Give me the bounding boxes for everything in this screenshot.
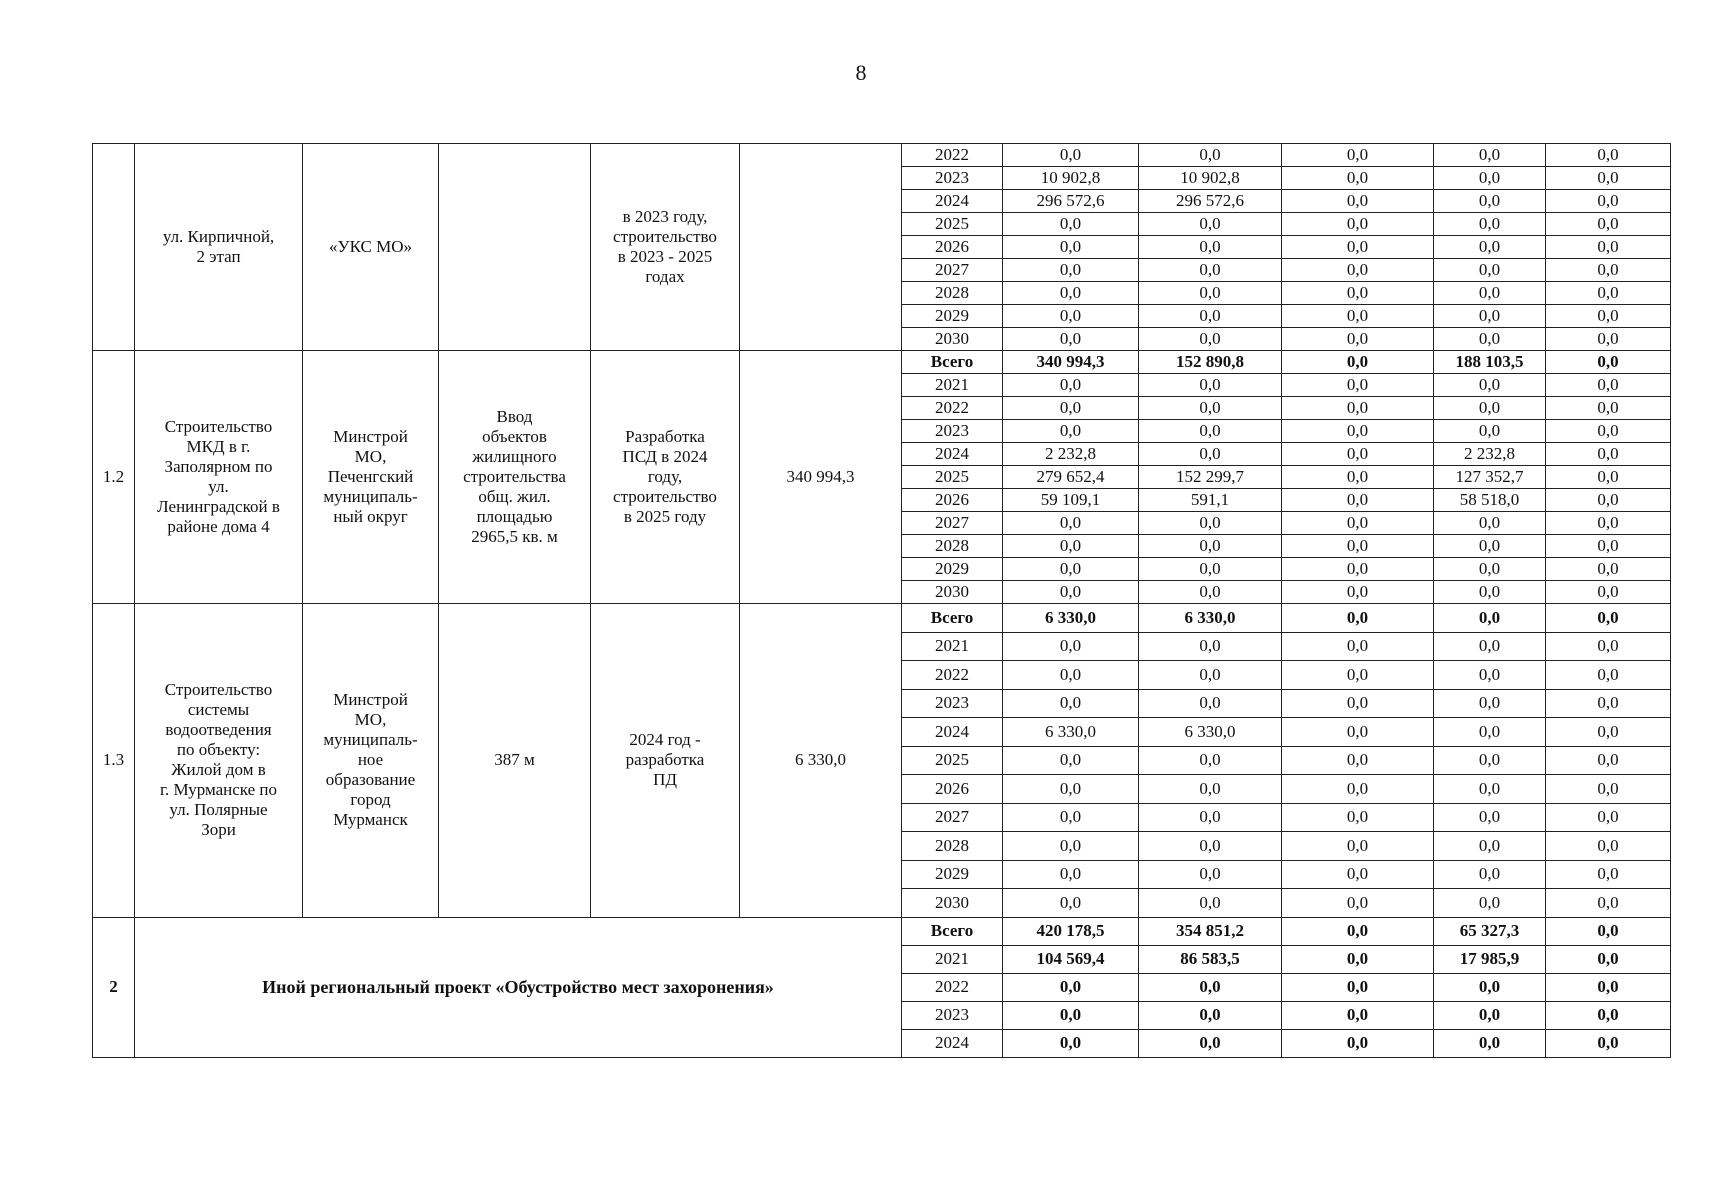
amount-cell: 0,0 [1282,889,1434,918]
year-cell: 2021 [902,945,1003,973]
year-cell: 2022 [902,397,1003,420]
amount-cell: 0,0 [1546,167,1671,190]
amount-cell: 0,0 [1139,328,1282,351]
item-executor: Минстрой МО, Печенгский муниципаль- ный округ [303,351,439,604]
amount-cell: 152 299,7 [1139,466,1282,489]
amount-cell: 0,0 [1139,374,1282,397]
amount-cell: 0,0 [1546,746,1671,775]
amount-cell: 0,0 [1434,535,1546,558]
year-cell: 2023 [902,420,1003,443]
amount-cell: 0,0 [1003,213,1139,236]
amount-cell: 10 902,8 [1139,167,1282,190]
year-cell: 2030 [902,581,1003,604]
amount-cell: 0,0 [1282,632,1434,661]
amount-cell: 0,0 [1282,190,1434,213]
amount-cell: 0,0 [1139,746,1282,775]
amount-cell: 0,0 [1546,604,1671,633]
amount-cell: 296 572,6 [1139,190,1282,213]
amount-cell: 0,0 [1003,374,1139,397]
amount-cell: 0,0 [1282,1001,1434,1029]
amount-cell: 0,0 [1003,860,1139,889]
year-cell: Всего [902,604,1003,633]
year-cell: 2024 [902,718,1003,747]
year-cell: 2022 [902,661,1003,690]
item-terms: в 2023 году, строительство в 2023 - 2025 годах [591,144,740,351]
amount-cell: 0,0 [1003,832,1139,861]
amount-cell: 0,0 [1003,803,1139,832]
amount-cell: 0,0 [1434,213,1546,236]
amount-cell: 0,0 [1546,420,1671,443]
year-cell: 2025 [902,213,1003,236]
year-cell: 2028 [902,535,1003,558]
amount-cell: 0,0 [1282,803,1434,832]
amount-cell: 0,0 [1434,860,1546,889]
amount-cell: 0,0 [1546,374,1671,397]
amount-cell: 0,0 [1139,1001,1282,1029]
table-row [93,351,1671,374]
item-cost: 340 994,3 [740,351,902,604]
page-number: 8 [855,60,867,85]
amount-cell: 0,0 [1003,144,1139,167]
amount-cell: 6 330,0 [1139,718,1282,747]
amount-cell: 0,0 [1434,397,1546,420]
amount-cell: 0,0 [1546,945,1671,973]
amount-cell: 0,0 [1434,282,1546,305]
item-result [439,144,591,351]
amount-cell: 0,0 [1282,236,1434,259]
amount-cell: 0,0 [1434,718,1546,747]
amount-cell: 0,0 [1546,581,1671,604]
amount-cell: 0,0 [1282,213,1434,236]
amount-cell: 0,0 [1546,535,1671,558]
amount-cell: 0,0 [1139,973,1282,1001]
item-terms: 2024 год - разработка ПД [591,604,740,918]
amount-cell: 0,0 [1282,661,1434,690]
item-result: 387 м [439,604,591,918]
year-cell: 2026 [902,489,1003,512]
item-name: Строительство системы водоотведения по объекту: Жилой дом в г. Мурманске по ул. Полярные Зори [135,604,303,918]
amount-cell: 0,0 [1282,259,1434,282]
amount-cell: 0,0 [1282,604,1434,633]
amount-cell: 0,0 [1282,689,1434,718]
amount-cell: 0,0 [1546,803,1671,832]
amount-cell: 0,0 [1546,889,1671,918]
year-cell: 2024 [902,443,1003,466]
item-cost: 6 330,0 [740,604,902,918]
amount-cell: 0,0 [1434,604,1546,633]
table-row [93,144,1671,167]
amount-cell: 0,0 [1139,1029,1282,1057]
amount-cell: 0,0 [1282,832,1434,861]
year-cell: 2030 [902,889,1003,918]
amount-cell: 0,0 [1546,917,1671,945]
amount-cell: 0,0 [1139,558,1282,581]
amount-cell: 0,0 [1282,535,1434,558]
amount-cell: 0,0 [1282,351,1434,374]
amount-cell: 0,0 [1546,305,1671,328]
amount-cell: 0,0 [1003,420,1139,443]
amount-cell: 0,0 [1434,144,1546,167]
amount-cell: 86 583,5 [1139,945,1282,973]
amount-cell: 0,0 [1546,718,1671,747]
amount-cell: 0,0 [1003,889,1139,918]
year-cell: 2029 [902,860,1003,889]
year-cell: 2029 [902,305,1003,328]
table-row [93,604,1671,633]
amount-cell: 0,0 [1546,973,1671,1001]
amount-cell: 104 569,4 [1003,945,1139,973]
amount-cell: 0,0 [1282,489,1434,512]
amount-cell: 0,0 [1546,1029,1671,1057]
funding-table [92,143,1671,1058]
amount-cell: 0,0 [1139,236,1282,259]
amount-cell: 0,0 [1546,397,1671,420]
amount-cell: 0,0 [1282,860,1434,889]
amount-cell: 0,0 [1139,661,1282,690]
year-cell: 2027 [902,512,1003,535]
amount-cell: 0,0 [1003,236,1139,259]
table-row [93,917,1671,945]
year-cell: 2030 [902,328,1003,351]
item-cost [740,144,902,351]
year-cell: 2026 [902,236,1003,259]
amount-cell: 0,0 [1139,803,1282,832]
amount-cell: 0,0 [1139,397,1282,420]
amount-cell: 65 327,3 [1434,917,1546,945]
year-cell: 2027 [902,803,1003,832]
amount-cell: 188 103,5 [1434,351,1546,374]
item-executor: Минстрой МО, муниципаль- ное образование город Мурманск [303,604,439,918]
project-title: Иной региональный проект «Обустройство мест захоронения» [135,917,902,1057]
amount-cell: 0,0 [1139,420,1282,443]
year-cell: 2028 [902,832,1003,861]
item-terms: Разработка ПСД в 2024 году, строительство в 2025 году [591,351,740,604]
amount-cell: 420 178,5 [1003,917,1139,945]
amount-cell: 0,0 [1434,1001,1546,1029]
year-cell: 2023 [902,1001,1003,1029]
amount-cell: 0,0 [1282,397,1434,420]
amount-cell: 0,0 [1282,558,1434,581]
item-executor: «УКС МО» [303,144,439,351]
amount-cell: 0,0 [1546,282,1671,305]
amount-cell: 0,0 [1282,282,1434,305]
amount-cell: 0,0 [1139,213,1282,236]
amount-cell: 0,0 [1434,632,1546,661]
amount-cell: 17 985,9 [1434,945,1546,973]
amount-cell: 0,0 [1139,889,1282,918]
year-cell: 2021 [902,632,1003,661]
amount-cell: 0,0 [1434,328,1546,351]
year-cell: 2023 [902,689,1003,718]
amount-cell: 354 851,2 [1139,917,1282,945]
amount-cell: 0,0 [1434,889,1546,918]
year-cell: 2022 [902,973,1003,1001]
year-cell: 2024 [902,1029,1003,1057]
year-cell: 2027 [902,259,1003,282]
amount-cell: 0,0 [1282,775,1434,804]
amount-cell: 0,0 [1546,144,1671,167]
amount-cell: 340 994,3 [1003,351,1139,374]
amount-cell: 0,0 [1282,973,1434,1001]
year-cell: 2026 [902,775,1003,804]
amount-cell: 0,0 [1434,558,1546,581]
amount-cell: 0,0 [1282,581,1434,604]
amount-cell: 0,0 [1434,305,1546,328]
amount-cell: 0,0 [1282,305,1434,328]
amount-cell: 0,0 [1282,443,1434,466]
amount-cell: 0,0 [1546,259,1671,282]
amount-cell: 0,0 [1434,973,1546,1001]
amount-cell: 0,0 [1282,420,1434,443]
amount-cell: 0,0 [1139,632,1282,661]
project-number: 2 [93,917,135,1057]
amount-cell: 0,0 [1139,832,1282,861]
year-cell: Всего [902,351,1003,374]
amount-cell: 296 572,6 [1003,190,1139,213]
amount-cell: 0,0 [1546,775,1671,804]
amount-cell: 0,0 [1003,632,1139,661]
amount-cell: 0,0 [1434,420,1546,443]
amount-cell: 0,0 [1434,661,1546,690]
item-name: ул. Кирпичной, 2 этап [135,144,303,351]
amount-cell: 0,0 [1546,1001,1671,1029]
amount-cell: 0,0 [1434,746,1546,775]
amount-cell: 0,0 [1003,581,1139,604]
amount-cell: 0,0 [1003,282,1139,305]
amount-cell: 10 902,8 [1003,167,1139,190]
amount-cell: 0,0 [1546,328,1671,351]
amount-cell: 0,0 [1139,305,1282,328]
amount-cell: 0,0 [1434,581,1546,604]
funding-table-body [93,144,1671,1058]
amount-cell: 591,1 [1139,489,1282,512]
amount-cell: 0,0 [1003,746,1139,775]
amount-cell: 0,0 [1434,1029,1546,1057]
amount-cell: 0,0 [1003,512,1139,535]
amount-cell: 0,0 [1282,718,1434,747]
amount-cell: 0,0 [1546,443,1671,466]
amount-cell: 0,0 [1003,661,1139,690]
amount-cell: 0,0 [1139,512,1282,535]
amount-cell: 0,0 [1434,374,1546,397]
amount-cell: 279 652,4 [1003,466,1139,489]
amount-cell: 0,0 [1139,775,1282,804]
amount-cell: 0,0 [1546,832,1671,861]
amount-cell: 0,0 [1282,144,1434,167]
amount-cell: 0,0 [1139,689,1282,718]
amount-cell: 0,0 [1003,328,1139,351]
amount-cell: 0,0 [1139,259,1282,282]
amount-cell: 0,0 [1546,466,1671,489]
year-cell: 2028 [902,282,1003,305]
amount-cell: 58 518,0 [1434,489,1546,512]
amount-cell: 0,0 [1003,259,1139,282]
amount-cell: 6 330,0 [1003,604,1139,633]
amount-cell: 0,0 [1139,144,1282,167]
year-cell: 2021 [902,374,1003,397]
year-cell: Всего [902,917,1003,945]
amount-cell: 0,0 [1434,832,1546,861]
item-number: 1.2 [93,351,135,604]
year-cell: 2025 [902,466,1003,489]
amount-cell: 0,0 [1139,535,1282,558]
item-result: Ввод объектов жилищного строительства общ. жил. площадью 2965,5 кв. м [439,351,591,604]
amount-cell: 6 330,0 [1139,604,1282,633]
amount-cell: 0,0 [1546,489,1671,512]
year-cell: 2023 [902,167,1003,190]
item-name: Строительство МКД в г. Заполярном по ул. Ленинградской в районе дома 4 [135,351,303,604]
amount-cell: 0,0 [1434,259,1546,282]
amount-cell: 0,0 [1282,512,1434,535]
amount-cell: 0,0 [1546,236,1671,259]
amount-cell: 0,0 [1003,305,1139,328]
amount-cell: 0,0 [1434,803,1546,832]
amount-cell: 0,0 [1546,860,1671,889]
amount-cell: 0,0 [1139,282,1282,305]
amount-cell: 0,0 [1546,558,1671,581]
amount-cell: 127 352,7 [1434,466,1546,489]
amount-cell: 0,0 [1282,167,1434,190]
amount-cell: 0,0 [1139,860,1282,889]
amount-cell: 0,0 [1434,190,1546,213]
amount-cell: 0,0 [1546,661,1671,690]
year-cell: 2022 [902,144,1003,167]
amount-cell: 0,0 [1434,512,1546,535]
year-cell: 2024 [902,190,1003,213]
amount-cell: 0,0 [1546,190,1671,213]
amount-cell: 0,0 [1003,1029,1139,1057]
amount-cell: 6 330,0 [1003,718,1139,747]
amount-cell: 2 232,8 [1434,443,1546,466]
amount-cell: 0,0 [1003,535,1139,558]
amount-cell: 0,0 [1003,1001,1139,1029]
amount-cell: 0,0 [1139,581,1282,604]
amount-cell: 0,0 [1282,466,1434,489]
amount-cell: 0,0 [1282,328,1434,351]
amount-cell: 0,0 [1139,443,1282,466]
amount-cell: 0,0 [1434,775,1546,804]
amount-cell: 0,0 [1546,689,1671,718]
amount-cell: 0,0 [1003,973,1139,1001]
year-cell: 2029 [902,558,1003,581]
amount-cell: 0,0 [1434,236,1546,259]
item-number: 1.3 [93,604,135,918]
amount-cell: 0,0 [1546,512,1671,535]
amount-cell: 0,0 [1434,689,1546,718]
amount-cell: 152 890,8 [1139,351,1282,374]
amount-cell: 0,0 [1546,351,1671,374]
amount-cell: 0,0 [1003,689,1139,718]
amount-cell: 0,0 [1546,213,1671,236]
year-cell: 2025 [902,746,1003,775]
amount-cell: 0,0 [1003,558,1139,581]
amount-cell: 0,0 [1003,397,1139,420]
amount-cell: 0,0 [1282,945,1434,973]
amount-cell: 0,0 [1546,632,1671,661]
amount-cell: 0,0 [1282,746,1434,775]
amount-cell: 2 232,8 [1003,443,1139,466]
amount-cell: 0,0 [1003,775,1139,804]
amount-cell: 0,0 [1282,374,1434,397]
amount-cell: 0,0 [1282,917,1434,945]
amount-cell: 59 109,1 [1003,489,1139,512]
amount-cell: 0,0 [1282,1029,1434,1057]
amount-cell: 0,0 [1434,167,1546,190]
item-number [93,144,135,351]
